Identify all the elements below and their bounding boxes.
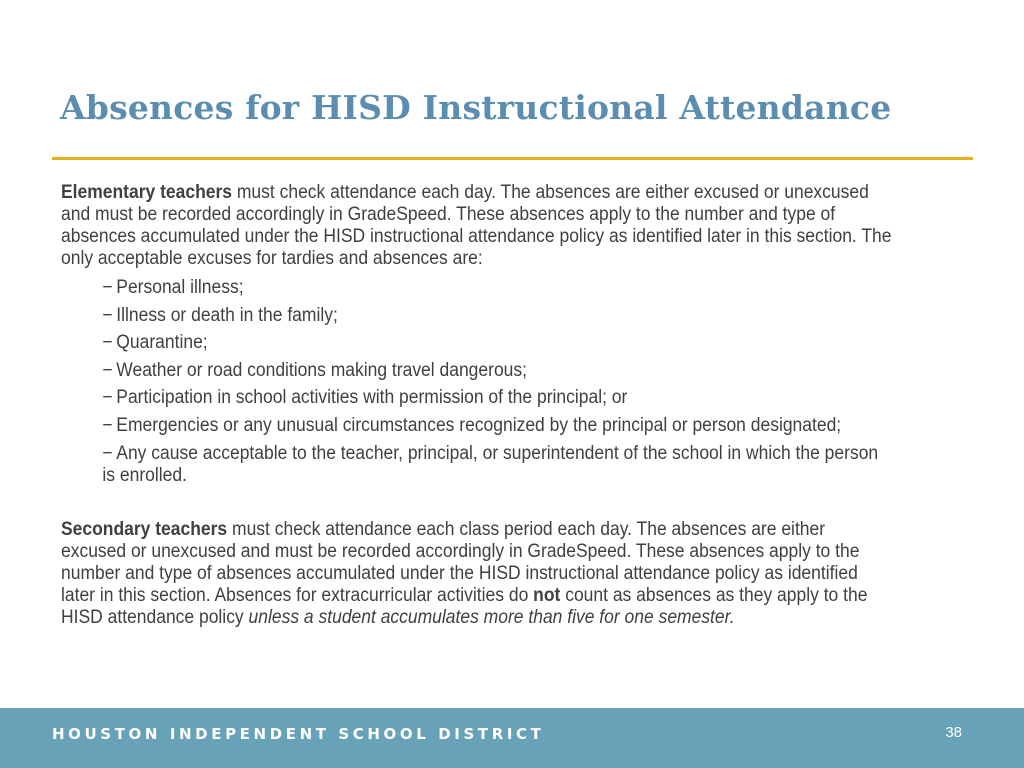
footer-org-name: HOUSTON INDEPENDENT SCHOOL DISTRICT xyxy=(52,725,545,743)
excuse-list xyxy=(61,274,894,487)
excuse-item: − Participation in school activities with permission of the principal; or xyxy=(102,384,893,412)
dash-bullet: − xyxy=(102,414,113,436)
dash-bullet: − xyxy=(102,359,113,381)
dash-bullet: − xyxy=(102,304,113,326)
secondary-lead: Secondary teachers xyxy=(61,519,228,540)
excuse-item: − Weather or road conditions making travel dangerous; xyxy=(102,357,893,385)
excuse-item: − Emergencies or any unusual circumstances recognized by the principal or person designated; xyxy=(102,412,893,440)
dash-bullet: − xyxy=(102,277,113,298)
elementary-lead: Elementary teachers xyxy=(61,182,233,203)
title-divider xyxy=(52,157,973,160)
slide-title: Absences for HISD Instructional Attendance xyxy=(60,88,892,127)
secondary-paragraph: Secondary teachers must check attendance each class period each day. The absences are either excused or unexcused and must be recorded accordingly in GradeSpeed. These absences apply to the number and type of absences accumulated under the HISD instructional attendance policy as identified later in this section. Absences for extracurricular activities do not count as absences as they apply to the HISD attendance policy unless a student accumulates more than five for one semester. xyxy=(61,519,868,628)
page-number: 38 xyxy=(945,724,962,741)
dash-bullet: − xyxy=(102,443,113,464)
italic-clause: unless a student accumulates more than five for one semester. xyxy=(248,607,735,628)
elementary-text: must check attendance each day. The absences are either excused or unexcused and must be recorded accordingly in GradeSpeed. These absences apply to the number and type of absences accumulated under the HISD instructional attendance policy as identified later in this section. The only acceptable excuses for tardies and absences are: xyxy=(61,182,892,269)
dash-bullet: − xyxy=(102,387,113,408)
excuse-item: − Quarantine; xyxy=(102,329,893,357)
elementary-paragraph xyxy=(61,182,894,270)
slide-body xyxy=(61,182,894,629)
dash-bullet: − xyxy=(102,332,113,353)
excuse-item: − Personal illness; xyxy=(102,274,893,302)
footer-bar xyxy=(0,708,1024,768)
excuse-item: − Any cause acceptable to the teacher, principal, or superintendent of the school in which the person is enrolled. xyxy=(102,443,879,486)
excuse-item: − Illness or death in the family; xyxy=(102,302,893,330)
emphasis-not: not xyxy=(533,585,561,606)
